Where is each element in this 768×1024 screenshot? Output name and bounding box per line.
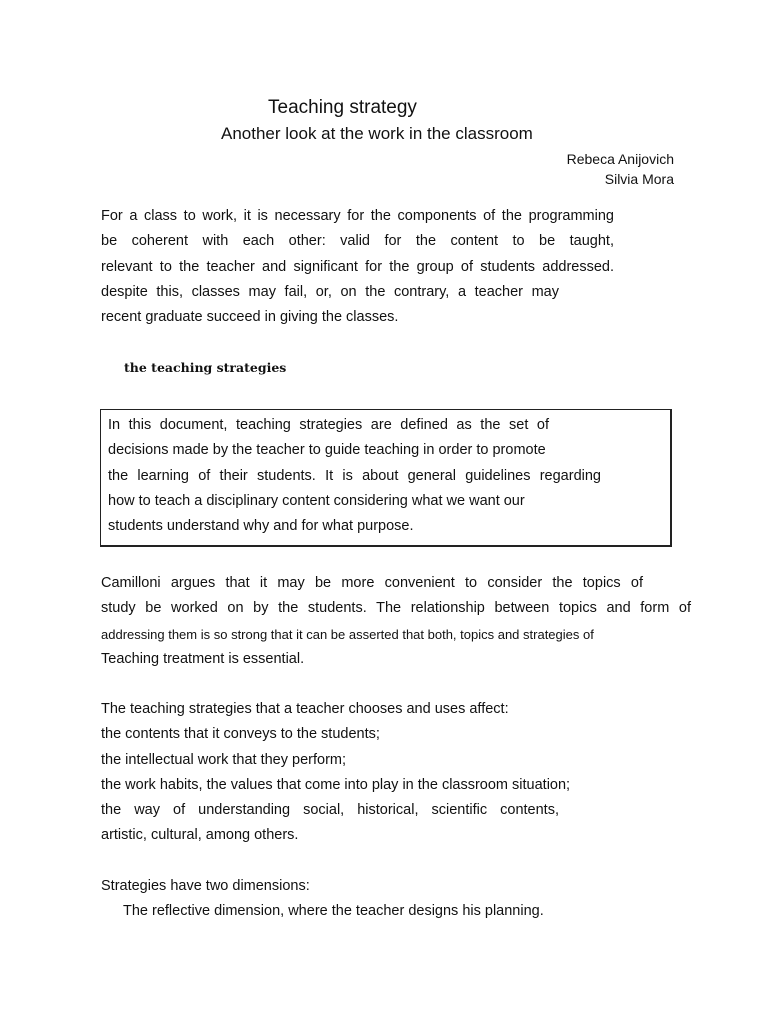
list-item: the contents that it conveys to the students; [101,726,380,743]
text-line: The teaching strategies that a teacher chooses and uses affect: [101,701,509,717]
dimensions-paragraph [101,874,571,925]
section-heading: the teaching strategies [124,360,287,375]
affect-list [101,697,571,849]
text-line: the learning of their students. It is about general guidelines regarding [108,467,601,484]
intro-paragraph [101,204,614,330]
list-item: artistic, cultural, among others. [101,827,299,844]
definition-box [100,409,672,547]
text-line: relevant to the teacher and significant for the group of students addressed. [101,258,614,275]
camilloni-paragraph [101,571,691,672]
text-line: despite this, classes may fail, or, on the contrary, a teacher may [101,283,559,300]
text-line: The reflective dimension, where the teacher designs his planning. [123,903,544,920]
list-item: the intellectual work that they perform; [101,751,347,768]
definition-text [108,413,601,539]
list-item: the work habits, the values that come into play in the classroom situation; [101,776,571,793]
document-subtitle: Another look at the work in the classroom [221,124,533,143]
text-line: recent graduate succeed in giving the classes. [101,309,399,326]
text-line: In this document, teaching strategies are defined as the set of [108,417,549,433]
author-name: Rebeca Anijovich [566,151,674,167]
text-line: Strategies have two dimensions: [101,878,310,894]
text-line: addressing them is so strong that it can be asserted that both, topics and strategies of [101,626,594,642]
author-name: Silvia Mora [604,171,674,187]
text-line: Teaching treatment is essential. [101,650,305,667]
text-line: how to teach a disciplinary content considering what we want our [108,492,525,509]
text-line: be coherent with each other: valid for the content to be taught, [101,233,614,250]
text-line: students understand why and for what purpose. [108,518,414,535]
text-line: study be worked on by the students. The relationship between topics and form of [101,600,691,617]
text-line: decisions made by the teacher to guide teaching in order to promote [108,442,546,459]
list-item: the way of understanding social, historical, scientific contents, [101,802,559,819]
text-line: For a class to work, it is necessary for the components of the programming [101,208,614,224]
document-title: Teaching strategy [268,97,417,118]
text-line: Camilloni argues that it may be more convenient to consider the topics of [101,575,643,591]
